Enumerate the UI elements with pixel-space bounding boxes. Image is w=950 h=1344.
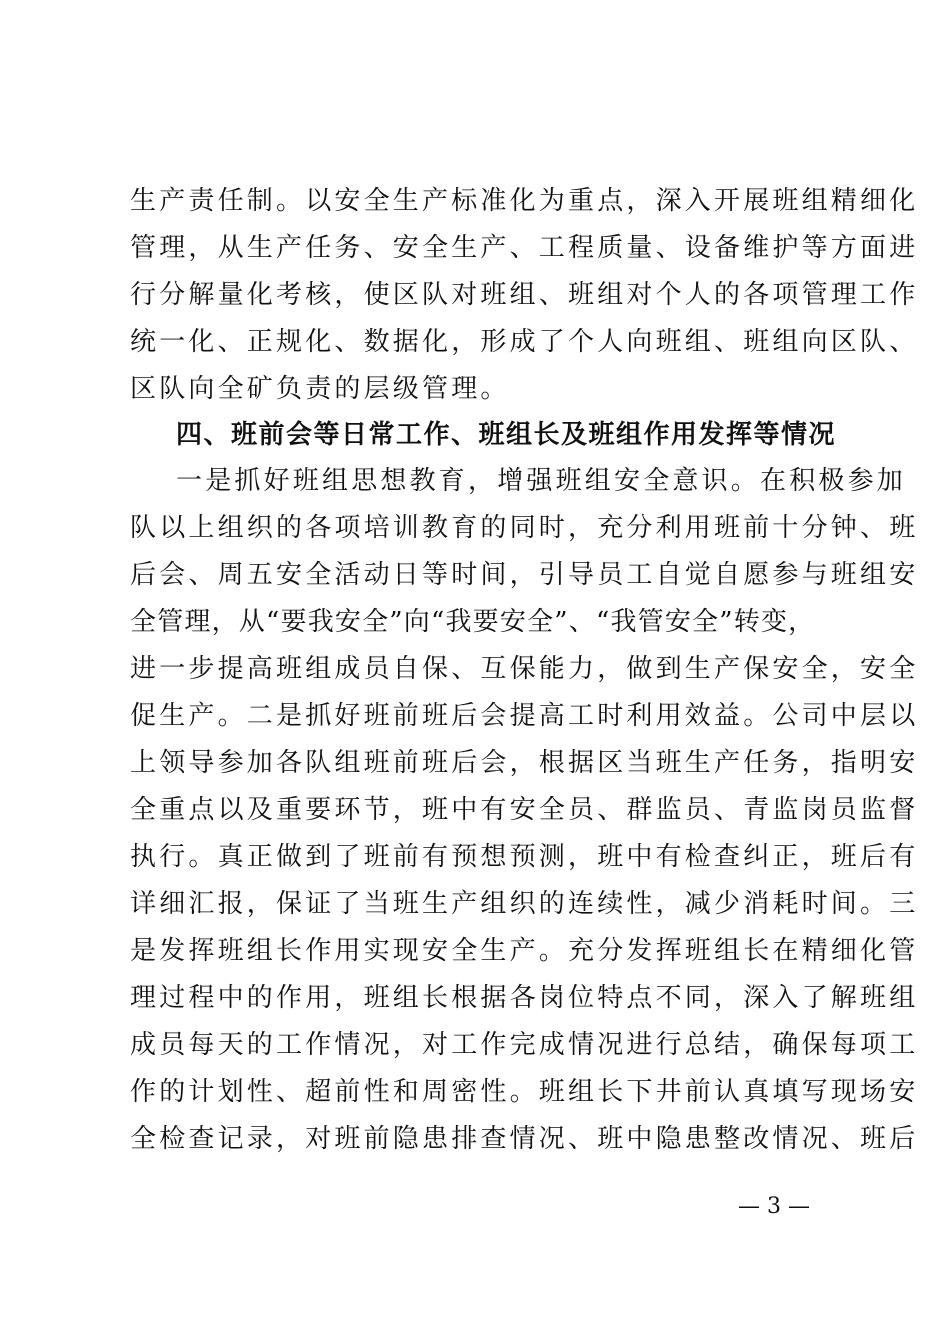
text-line: 全管理，从“要我安全”向“我要安全”、“我管安全”转变， xyxy=(130,607,816,637)
text-line: 后会、周五安全活动日等时间，引导员工自觉自愿参与班组安 xyxy=(130,560,919,590)
page-number: — 3 — xyxy=(738,1194,810,1219)
section-heading: 四、班前会等日常工作、班组长及班组作用发挥等情况 xyxy=(176,420,837,450)
text-line: 管理，从生产任务、安全生产、工程质量、设备维护等方面进 xyxy=(130,233,919,263)
text-line: 执行。真正做到了班前有预想预测，班中有检查纠正，班后有 xyxy=(130,842,919,872)
text-line: 是发挥班组长作用实现安全生产。充分发挥班组长在精细化管 xyxy=(130,936,919,966)
text-line: 成员每天的工作情况，对工作完成情况进行总结，确保每项工 xyxy=(130,1030,919,1060)
text-line: 进一步提高班组成员自保、互保能力，做到生产保安全，安全 xyxy=(130,654,919,684)
text-line: 生产责任制。以安全生产标准化为重点，深入开展班组精细化 xyxy=(130,186,919,216)
text-line: 行分解量化考核，使区队对班组、班组对个人的各项管理工作 xyxy=(130,280,919,310)
text-line: 统一化、正规化、数据化，形成了个人向班组、班组向区队、 xyxy=(130,327,919,357)
text-line: 队以上组织的各项培训教育的同时，充分利用班前十分钟、班 xyxy=(130,513,919,543)
text-line: 上领导参加各队组班前班后会，根据区当班生产任务，指明安 xyxy=(130,748,919,778)
text-line: 促生产。二是抓好班前班后会提高工时利用效益。公司中层以 xyxy=(130,701,919,731)
text-line: 理过程中的作用，班组长根据各岗位特点不同，深入了解班组 xyxy=(130,983,919,1013)
text-line: 全重点以及重要环节，班中有安全员、群监员、青监岗员监督 xyxy=(130,795,919,825)
text-line: 详细汇报，保证了当班生产组织的连续性，减少消耗时间。三 xyxy=(130,889,919,919)
text-line: 一是抓好班组思想教育，增强班组安全意识。在积极参加 xyxy=(176,466,907,496)
text-line: 作的计划性、超前性和周密性。班组长下井前认真填写现场安 xyxy=(130,1077,919,1107)
text-line: 区队向全矿负责的层级管理。 xyxy=(130,374,510,404)
text-line: 全检查记录，对班前隐患排查情况、班中隐患整改情况、班后 xyxy=(130,1124,919,1154)
